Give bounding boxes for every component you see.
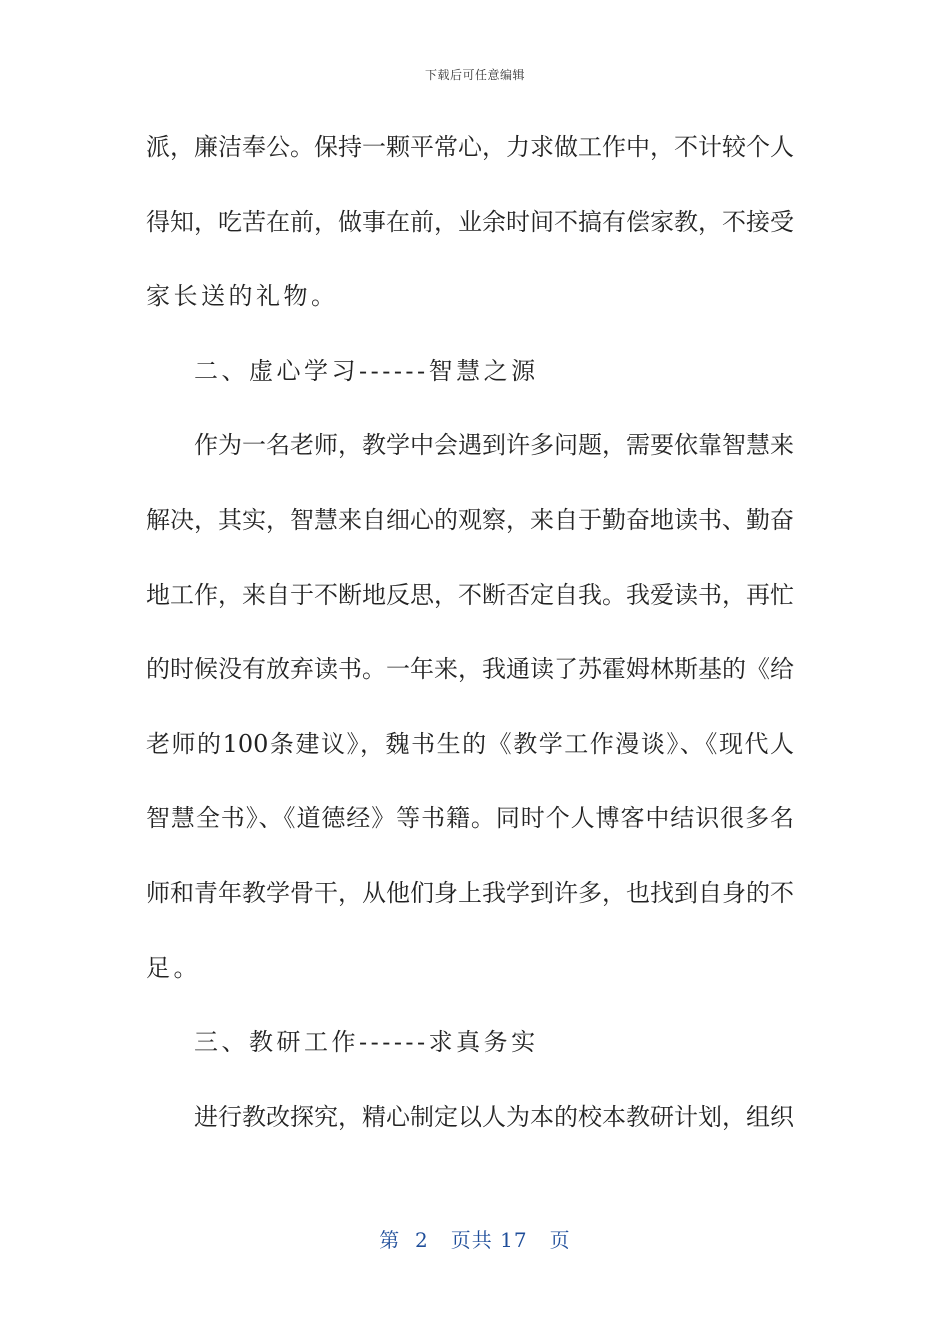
text-line: 得知，吃苦在前，做事在前，业余时间不搞有偿家教，不接受 [146,207,794,236]
section-heading: 三、教研工作------求真务实 [194,1028,539,1057]
text-line: 地工作，来自于不断地反思，不断否定自我。我爱读书，再忙 [146,580,794,609]
text-line: 足。 [146,953,201,982]
text-line: 进行教改探究，精心制定以人为本的校本教研计划，组织 [194,1102,794,1131]
text-line: 解决，其实，智慧来自细心的观察，来自于勤奋地读书、勤奋 [146,505,794,534]
text-line: 作为一名老师，教学中会遇到许多问题，需要依靠智慧来 [194,431,794,460]
page-header: 下载后可任意编辑 [424,68,525,82]
text-line: 的时候没有放弃读书。一年来，我通读了苏霍姆林斯基的《给 [146,655,794,684]
text-line: 师和青年教学骨干，从他们身上我学到许多，也找到自身的不 [146,878,794,907]
text-line: 家长送的礼物。 [146,282,339,311]
section-heading: 二、虚心学习------智慧之源 [194,356,539,385]
text-line: 派，廉洁奉公。保持一颗平常心，力求做工作中，不计较个人 [146,133,794,161]
document-body [146,120,794,1164]
text-line: 老师的100条建议》，魏书生的《教学工作漫谈》、《现代人 [146,729,794,758]
page-number-footer: 第 2 页共 17 页 [379,1228,571,1252]
text-line: 智慧全书》、《道德经》等书籍。同时个人博客中结识很多名 [146,804,794,833]
